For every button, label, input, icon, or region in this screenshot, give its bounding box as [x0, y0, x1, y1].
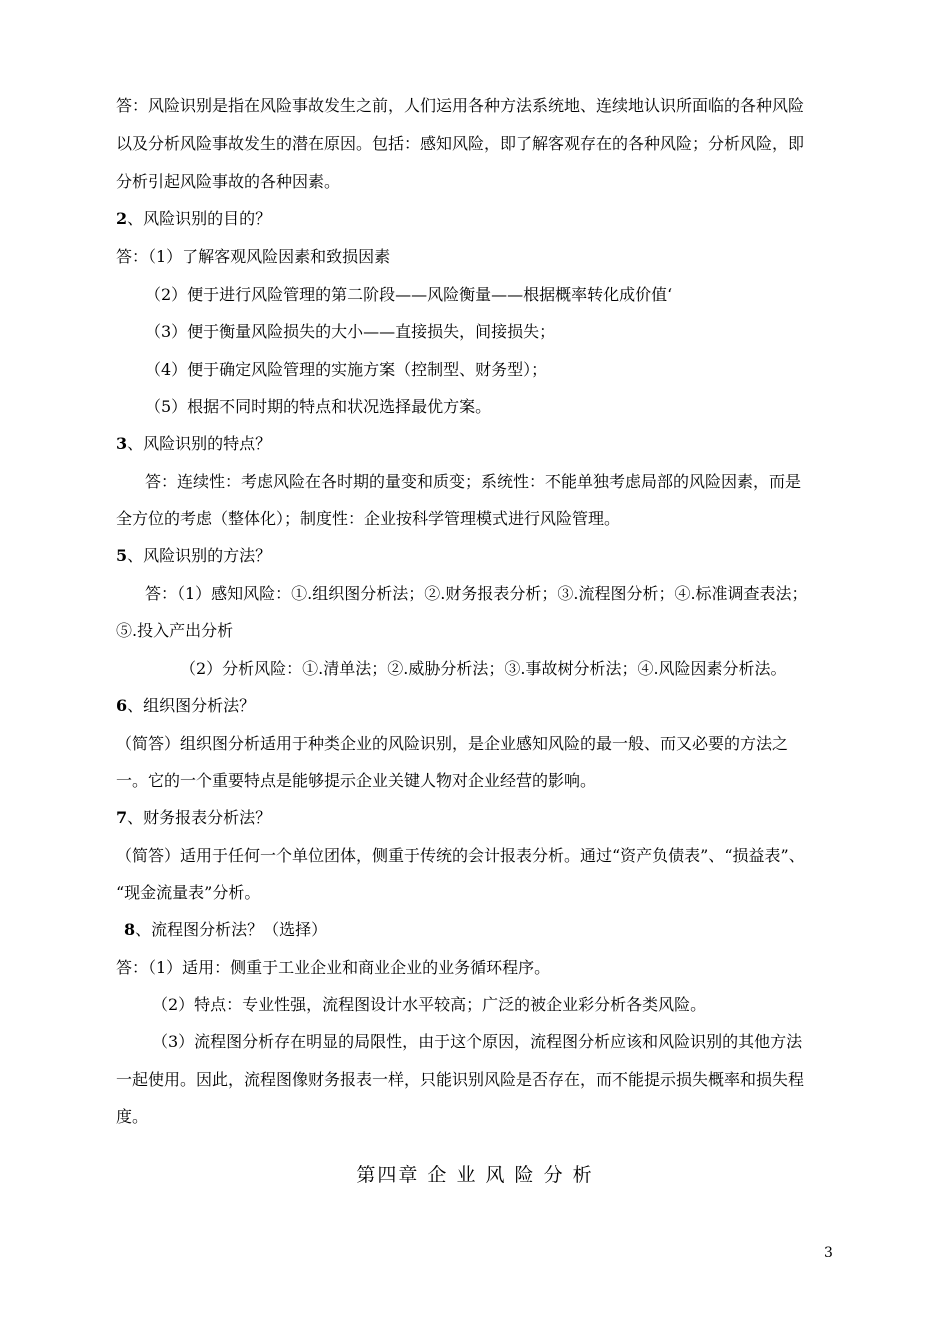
text-line: “现金流量表”分析。	[116, 883, 261, 902]
text-line: （3）流程图分析存在明显的局限性，由于这个原因，流程图分析应该和风险识别的其他方法	[152, 1032, 803, 1051]
section-heading: 3、风险识别的特点？	[116, 434, 272, 453]
text-line: 答：风险识别是指在风险事故发生之前，人们运用各种方法系统地、连续地认识所面临的各种风险	[116, 96, 805, 115]
chapter-title: 第四章 企 业 风 险 分 析	[356, 1164, 594, 1186]
text-line: 全方位的考虑（整体化）；制度性：企业按科学管理模式进行风险管理。	[116, 509, 621, 528]
text-line: 答：连续性：考虑风险在各时期的量变和质变；系统性：不能单独考虑局部的风险因素，而是	[145, 472, 802, 491]
text-line: （3）便于衡量风险损失的大小——直接损失，间接损失；	[145, 322, 556, 341]
text-line: 分析引起风险事故的各种因素。	[116, 172, 341, 191]
text-line: （2）特点：专业性强，流程图设计水平较高；广泛的被企业彩分析各类风险。	[152, 995, 707, 1014]
section-heading: 2、风险识别的目的？	[116, 209, 272, 228]
text-line: （2）便于进行风险管理的第二阶段——风险衡量——根据概率转化成价值‘	[145, 285, 673, 304]
section-heading: 6、组织图分析法？	[116, 696, 256, 715]
text-line: 一。它的一个重要特点是能够提示企业关键人物对企业经营的影响。	[116, 771, 597, 790]
section-heading: 8、流程图分析法？（选择）	[124, 920, 328, 939]
text-line: （2）分析风险：①.清单法；②.威胁分析法；③.事故树分析法；④.风险因素分析法。	[180, 659, 787, 678]
text-line: ⑤.投入产出分析	[116, 621, 234, 640]
text-line: 以及分析风险事故发生的潜在原因。包括：感知风险，即了解客观存在的各种风险；分析风险，即	[116, 134, 805, 153]
text-line: （简答）适用于任何一个单位团体，侧重于传统的会计报表分析。通过“资产负债表”、“损益表”、	[116, 846, 805, 865]
text-line: （4）便于确定风险管理的实施方案（控制型、财务型）；	[145, 360, 548, 379]
text-line: （5）根据不同时期的特点和状况选择最优方案。	[145, 397, 492, 416]
text-line: 答：（1）适用：侧重于工业企业和商业企业的业务循环程序。	[116, 958, 551, 977]
page-number: 3	[824, 1245, 833, 1261]
text-line: 答：（1）感知风险：①.组织图分析法；②.财务报表分析；③.流程图分析；④.标准调查表法；	[145, 584, 808, 603]
section-heading: 5、风险识别的方法？	[116, 546, 272, 565]
section-heading: 7、财务报表分析法？	[116, 808, 272, 827]
text-line: （简答）组织图分析适用于种类企业的风险识别，是企业感知风险的最一般、而又必要的方法之	[116, 734, 789, 753]
text-line: 答：（1）了解客观风险因素和致损因素	[116, 247, 391, 266]
text-line: 度。	[116, 1107, 149, 1126]
text-line: 一起使用。因此，流程图像财务报表一样，只能识别风险是否存在，而不能提示损失概率和损失程	[116, 1070, 805, 1089]
